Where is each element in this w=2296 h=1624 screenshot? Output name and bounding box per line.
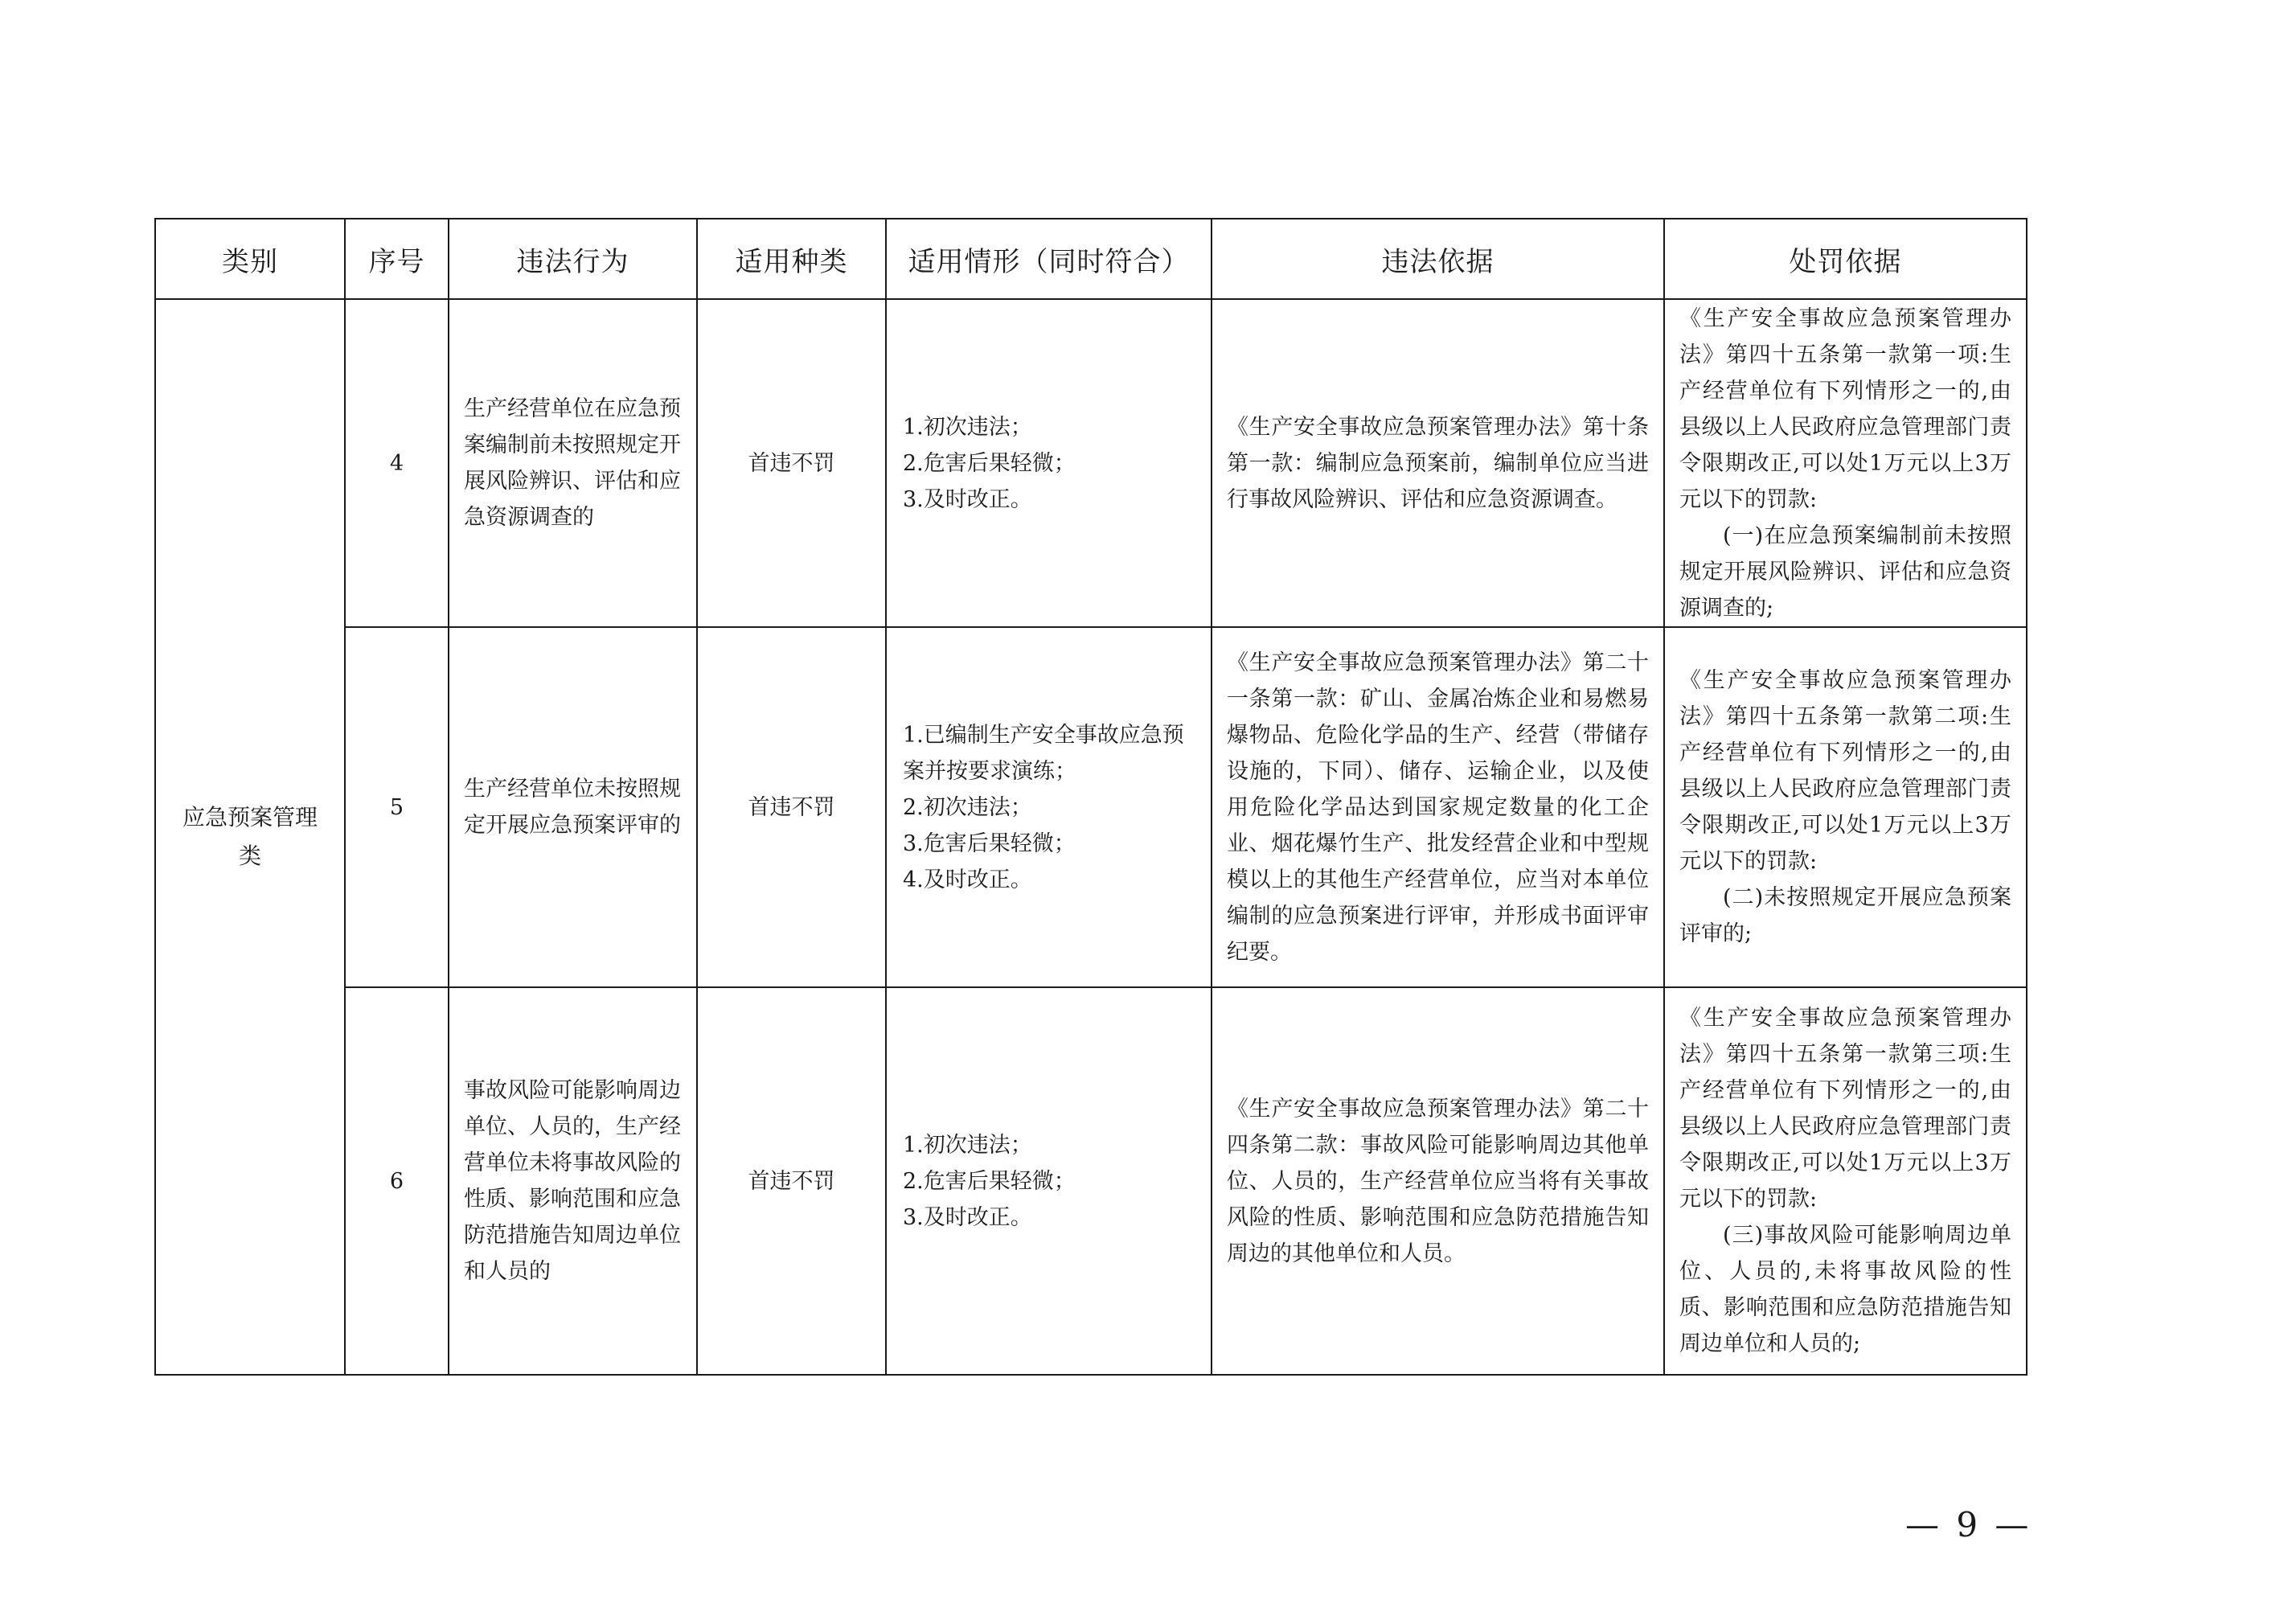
condition-item: 1.初次违法； <box>903 414 1032 440</box>
condition-item: 4.及时改正。 <box>903 867 1032 892</box>
penalty-item-text: (二)未按照规定开展应急预案评审的; <box>1679 885 2011 946</box>
condition-item: 3.及时改正。 <box>903 486 1032 512</box>
penalty-basis-cell <box>1664 627 2027 987</box>
penalty-basis-text: 《生产安全事故应急预案管理办法》第四十五条第一款第二项:生产经营单位有下列情形之一的,由县级以上人民政府应急管理部门责令限期改正,可以处1万元以上3万元以下的罚款: <box>1679 668 2011 874</box>
applicable-type-cell: 首违不罚 <box>697 987 886 1375</box>
penalty-basis-cell <box>1664 987 2027 1375</box>
number-cell: 6 <box>345 987 449 1375</box>
header-penalty-basis: 处罚依据 <box>1664 219 2027 299</box>
violation-cell: 事故风险可能影响周边单位、人员的，生产经营单位未将事故风险的性质、影响范围和应急防范措施告知周边单位和人员的 <box>449 987 697 1375</box>
table-header-row <box>155 219 2027 299</box>
category-label: 应急预案管理类 <box>182 804 318 869</box>
applicable-type-cell: 首违不罚 <box>697 627 886 987</box>
penalty-basis-text: 《生产安全事故应急预案管理办法》第四十五条第一款第一项:生产经营单位有下列情形之一的,由县级以上人民政府应急管理部门责令限期改正,可以处1万元以上3万元以下的罚款: <box>1679 306 2011 512</box>
header-violation-basis: 违法依据 <box>1212 219 1664 299</box>
condition-item: 3.及时改正。 <box>903 1204 1032 1230</box>
condition-item: 2.危害后果轻微； <box>903 1168 1076 1194</box>
table-row <box>155 299 2027 627</box>
header-number: 序号 <box>345 219 449 299</box>
table-row <box>155 627 2027 987</box>
condition-item: 2.危害后果轻微； <box>903 450 1076 476</box>
penalty-exemption-table <box>154 218 2027 1376</box>
header-category: 类别 <box>155 219 345 299</box>
condition-item: 2.初次违法； <box>903 794 1032 820</box>
penalty-item-text: (一)在应急预案编制前未按照规定开展风险辨识、评估和应急资源调查的; <box>1679 523 2011 621</box>
penalty-basis-cell <box>1664 299 2027 627</box>
conditions-cell <box>886 299 1212 627</box>
condition-item: 3.危害后果轻微； <box>903 830 1076 856</box>
penalty-item-text: (三)事故风险可能影响周边单位、人员的,未将事故风险的性质、影响范围和应急防范措施告知周边单位和人员的; <box>1679 1223 2011 1356</box>
violation-basis-cell: 《生产安全事故应急预案管理办法》第十条第一款：编制应急预案前，编制单位应当进行事故风险辨识、评估和应急资源调查。 <box>1212 299 1664 627</box>
conditions-cell <box>886 987 1212 1375</box>
violation-basis-cell: 《生产安全事故应急预案管理办法》第二十四条第二款：事故风险可能影响周边其他单位、人员的，生产经营单位应当将有关事故风险的性质、影响范围和应急防范措施告知周边的其他单位和人员。 <box>1212 987 1664 1375</box>
header-violation: 违法行为 <box>449 219 697 299</box>
table-row <box>155 987 2027 1375</box>
violation-cell: 生产经营单位在应急预案编制前未按照规定开展风险辨识、评估和应急资源调查的 <box>449 299 697 627</box>
header-applicable-type: 适用种类 <box>697 219 886 299</box>
condition-item: 1.已编制生产安全事故应急预案并按要求演练； <box>903 722 1184 784</box>
number-cell: 5 <box>345 627 449 987</box>
header-applicable-conditions: 适用情形（同时符合） <box>886 219 1212 299</box>
penalty-basis-text: 《生产安全事故应急预案管理办法》第四十五条第一款第三项:生产经营单位有下列情形之一的,由县级以上人民政府应急管理部门责令限期改正,可以处1万元以上3万元以下的罚款: <box>1679 1006 2011 1212</box>
category-cell <box>155 299 345 1375</box>
condition-item: 1.初次违法； <box>903 1132 1032 1158</box>
violation-cell: 生产经营单位未按照规定开展应急预案评审的 <box>449 627 697 987</box>
page-number: — 9 — <box>1905 1505 2032 1544</box>
applicable-type-cell: 首违不罚 <box>697 299 886 627</box>
number-cell: 4 <box>345 299 449 627</box>
conditions-cell <box>886 627 1212 987</box>
violation-basis-cell: 《生产安全事故应急预案管理办法》第二十一条第一款：矿山、金属冶炼企业和易燃易爆物品、危险化学品的生产、经营（带储存设施的，下同）、储存、运输企业，以及使用危险化学品达到国家规定数量的化工企业、烟花爆竹生产、批发经营企业和中型规模以上的其他生产经营单位，应当对本单位编制的应急预案进行评审，并形成书面评审纪要。 <box>1212 627 1664 987</box>
